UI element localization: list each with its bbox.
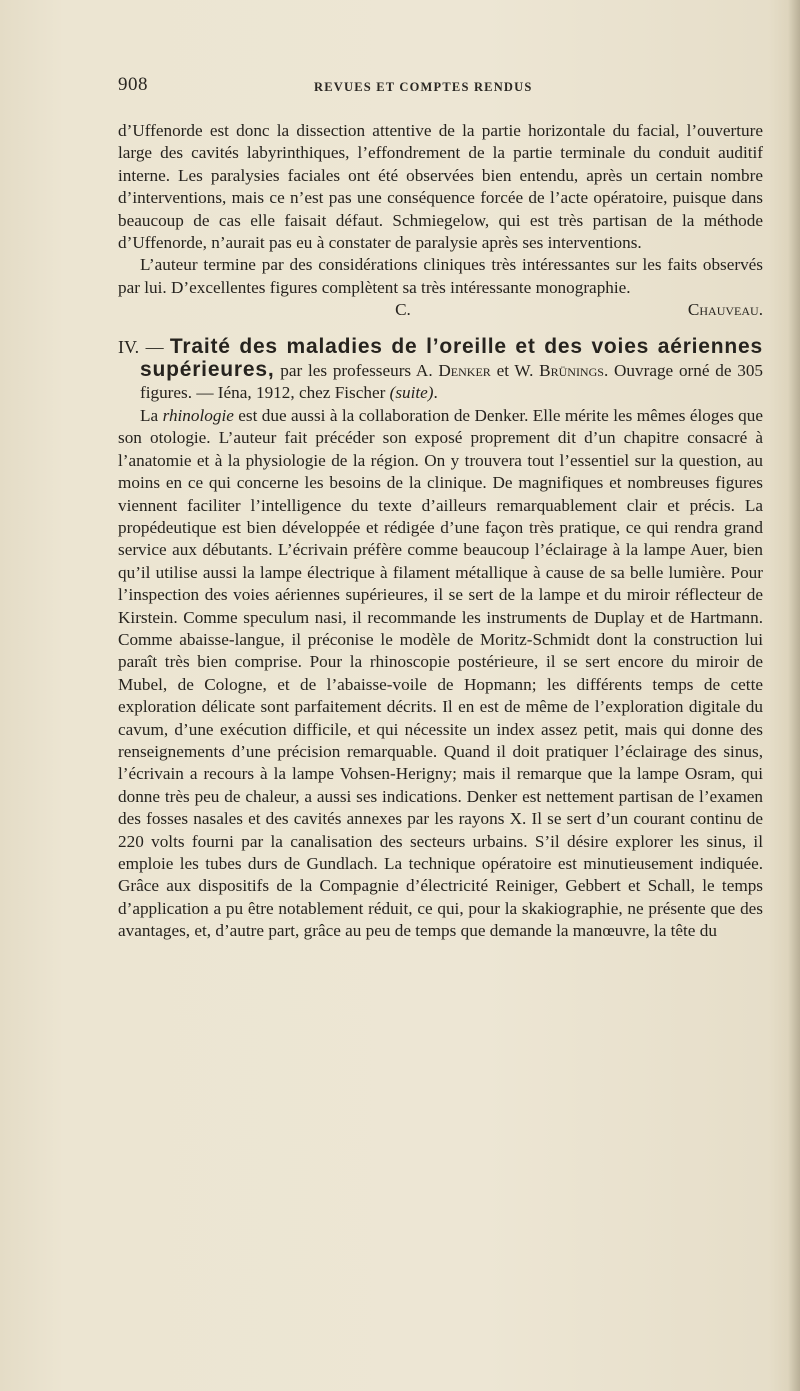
signature-line [118, 299, 763, 321]
review-body-text: est due aussi à la collaboration de Denker. Elle mérite les mêmes éloges que son otologie. L’auteur fait précéder son exposé proprement dit d’un chapitre consacré à l’anatomie et à la physiologie de la région. On y trouvera tout l’essentiel sur la question, au moins en ce qui concerne les besoins de la clinique. De magnifiques et nombreuses figures viennent faciliter l’intelligence du texte d’ailleurs remarquablement clair et précis. La propédeutique est bien développée et rédigée d’une façon très pratique, ce qui rendra grand service aux débutants. L’écrivain préfère comme beaucoup l’éclairage à la lampe Auer, bien qu’il utilise aussi la lampe électrique à filament métallique à cause de sa belle lumière. Pour l’inspection des voies aériennes supérieures, il se sert de la lampe et du miroir réflecteur de Kirstein. Comme speculum nasi, il recommande les instruments de Duplay et de Hartmann. Comme abaisse-langue, il préconise le modèle de Moritz-Schmidt dont la construction lui paraît très bien comprise. Pour la rhinoscopie postérieure, il se sert encore du miroir de Mubel, de Cologne, et de l’abaisse-voile de Hopmann; les différents temps de cette exploration délicate sont parfaitement décrits. Il en est de même de l’exploration digitale du cavum, d’une exécution difficile, et qui nécessite un index assez petit, mais qui donne des renseignements d’une précision remarquable. Quand il doit pratiquer l’éclairage des sinus, l’écrivain a recours à la lampe Vohsen-Herigny; mais il remarque que la lampe Osram, qui donne très peu de chaleur, a aussi ses indications. Denker est nettement partisan de l’examen des fosses nasales et des cavités annexes par les rayons X. Il se sert d’un courant continu de 220 volts fourni par la canalisation des secteurs urbains. S’il désire explorer les sinus, il emploie les tubes durs de Gundlach. La technique opératoire est minutieusement indiquée. Grâce aux dispositifs de la Compagnie d’électricité Reiniger, Gebbert et Schall, le temps d’application a pu être notablement réduit, ce qui, pour la skakiographie, ne présente que des avantages, et, d’autre part, grâce au peu de temps que demande la manœuvre, la tête du [118, 405, 763, 941]
review-suite: (suite) [389, 383, 434, 403]
review-title: Traité des maladies de l’oreille et des voies aériennes supérieures, [140, 334, 763, 382]
review-body-paragraph [118, 405, 763, 943]
review-authors-prefix: par les professeurs A. [280, 361, 433, 381]
review-author-2: Brünings [539, 361, 604, 381]
review-lead-article: La [140, 405, 159, 425]
running-head: REVUES ET COMPTES RENDUS [314, 80, 533, 94]
body-text [118, 120, 763, 943]
review-number: IV. — [118, 336, 164, 357]
review-suite-end: . [433, 383, 438, 403]
intro-paragraph-2: L’auteur termine par des considérations cliniques très intéressantes sur les faits observés par lui. D’excellentes figures complètent sa très intéressante monographie. [118, 255, 763, 297]
page-number: 908 [118, 74, 148, 95]
review-authors-join: et W. [496, 361, 534, 381]
review-heading [118, 336, 763, 405]
intro-paragraph-1: d’Uffenorde est donc la dissection attentive de la partie horizontale du facial, l’ouverture large des cavités labyrinthiques, l’effondrement de la partie terminale du conduit auditif interne. Les paralysies faciales ont été observées bien entendu, après un certain nombre d’interventions, mais ce n’est pas une conséquence forcée de l’acte opératoire, puisque dans beaucoup de cas elle faisait défaut. Schmiegelow, qui est très partisan de la méthode d’Uffenorde, n’aurait pas eu à constater de paralysie après ses interventions. [118, 121, 763, 253]
review-author-1: Denker [438, 361, 491, 381]
review-signature: C. Chauveau. [395, 300, 763, 320]
review-lead-word: rhinologie [162, 405, 234, 425]
review-details: . Ouvrage orné de 305 figures. — Iéna, 1912, chez Fischer [140, 361, 764, 403]
page-edge-shadow [788, 0, 800, 1391]
page-header [118, 74, 763, 104]
